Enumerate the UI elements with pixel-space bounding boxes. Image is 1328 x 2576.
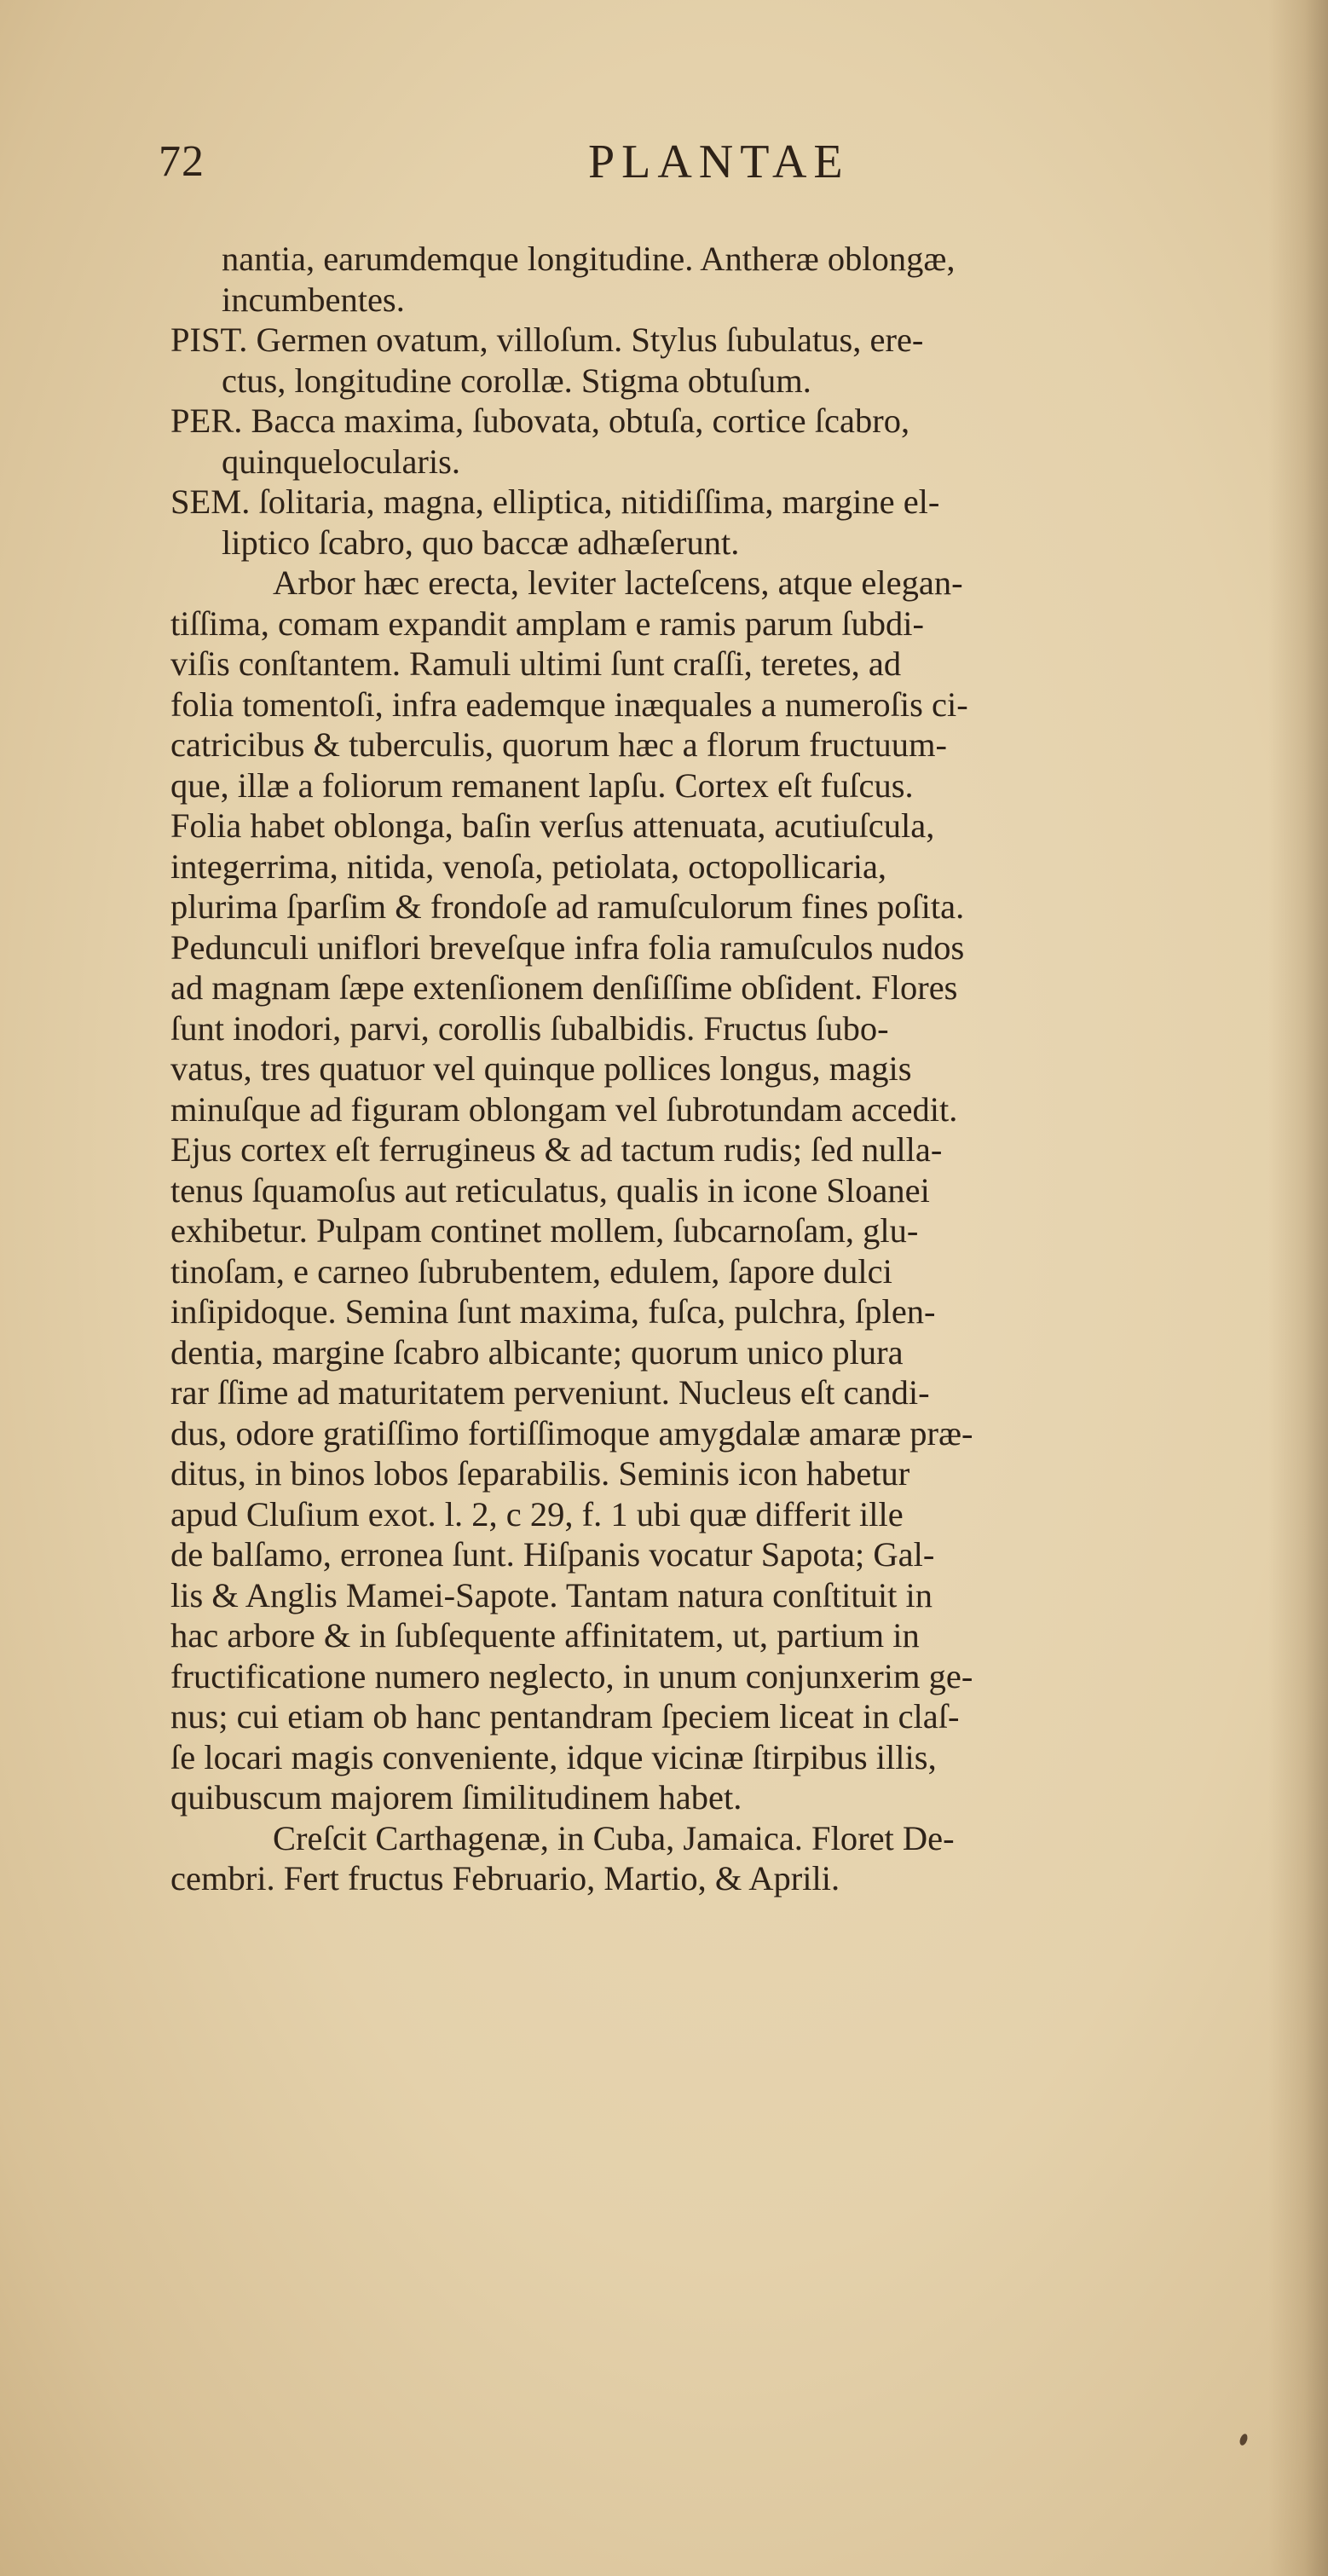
ink-mark [1239,2433,1249,2446]
text-line: minuſque ad figuram oblongam vel ſubrotundam accedit. [170,1089,958,1129]
text-line: inſipidoque. Semina ſunt maxima, fuſca, pulchra, ſplen- [170,1292,936,1331]
text-line: ſunt inodori, parvi, corollis ſubalbidis. Fructus ſubo- [170,1008,889,1048]
text-line: dus, odore gratiſſimo fortiſſimoque amygdalæ amaræ præ- [170,1413,973,1453]
text-line: cembri. Fert fructus Februario, Martio, & Aprili. [170,1859,840,1897]
text-line: ditus, in binos lobos ſeparabilis. Seminis icon habetur [170,1454,910,1493]
text-line: apud Cluſium exot. l. 2, c 29, f. 1 ubi quæ differit ille [170,1494,904,1533]
text-line: lis & Anglis Mamei-Sapote. Tantam natura conſtituit in [170,1575,933,1614]
text-line: viſis conſtantem. Ramuli ultimi ſunt craſſi, teretes, ad [170,644,902,683]
text-line: que, illæ a foliorum remanent lapſu. Cortex eſt fuſcus. [170,765,914,805]
text-line: catricibus & tuberculis, quorum hæc a florum fructuum- [170,725,948,764]
text-line: hac arbore & in ſubſequente affinitatem, ut, partium in [170,1616,920,1655]
text-line: de balſamo, erronea ſunt. Hiſpanis vocatur Sapota; Gal- [170,1535,935,1574]
page-number: 72 [159,137,205,186]
text-line: Creſcit Carthagenæ, in Cuba, Jamaica. Floret De- [273,1818,955,1857]
text-line: fructificatione numero neglecto, in unum conjunxerim ge- [170,1656,973,1695]
text-line: ſe locari magis conveniente, idque vicinæ ſtirpibus illis, [170,1737,937,1776]
text-line: Ejus cortex eſt ferrugineus & ad tactum rudis; ſed nulla- [170,1130,943,1169]
text-line: PER. Bacca maxima, ſubovata, obtuſa, cortice ſcabro, [170,401,910,440]
text-line: Pedunculi uniflori breveſque infra folia ramuſculos nudos [170,927,965,967]
text-line: exhibetur. Pulpam continet mollem, ſubcarnoſam, glu- [170,1211,919,1250]
text-line: plurima ſparſim & frondoſe ad ramuſculorum fines poſita. [170,887,965,926]
text-line: PIST. Germen ovatum, villoſum. Stylus ſubulatus, ere- [170,321,924,359]
text-line: quinquelocularis. [222,442,461,481]
text-line: vatus, tres quatuor vel quinque pollices longus, magis [170,1049,912,1088]
body-text [170,239,1313,1899]
text-line: integerrima, nitida, venoſa, petiolata, octopollicaria, [170,846,887,886]
text-line: tinoſam, e carneo ſubrubentem, edulem, ſapore dulci [170,1251,892,1291]
text-line: tiſſima, comam expandit amplam e ramis parum ſubdi- [170,604,925,643]
text-line: tenus ſquamoſus aut reticulatus, qualis in icone Sloanei [170,1170,930,1210]
text-line: quibuscum majorem ſimilitudinem habet. [170,1778,742,1816]
text-line: liptico ſcabro, quo baccæ adhæſerunt. [222,523,740,562]
text-line: Folia habet oblonga, baſin verſus attenuata, acutiuſcula, [170,806,935,845]
text-line: nus; cui etiam ob hanc pentandram ſpeciem liceat in claſ- [170,1697,960,1736]
running-head: PLANTAE [588,136,850,188]
text-line: nantia, earumdemque longitudine. Antheræ oblongæ, [222,240,956,278]
text-line: incumbentes. [222,280,405,319]
page-header [0,128,1328,196]
text-line: SEM. ſolitaria, magna, elliptica, nitidiſſima, margine el- [170,482,940,521]
text-line: Arbor hæc erecta, leviter lacteſcens, atque elegan- [273,563,963,602]
text-line: ctus, longitudine corollæ. Stigma obtuſum. [222,361,811,400]
text-line: ad magnam ſæpe extenſionem denſiſſime obſident. Flores [170,968,958,1007]
text-line: folia tomentoſi, infra eademque inæquales a numeroſis ci- [170,684,968,724]
text-line: rar ſſime ad maturitatem perveniunt. Nucleus eſt candi- [170,1373,930,1412]
text-line: dentia, margine ſcabro albicante; quorum unico plura [170,1332,904,1372]
